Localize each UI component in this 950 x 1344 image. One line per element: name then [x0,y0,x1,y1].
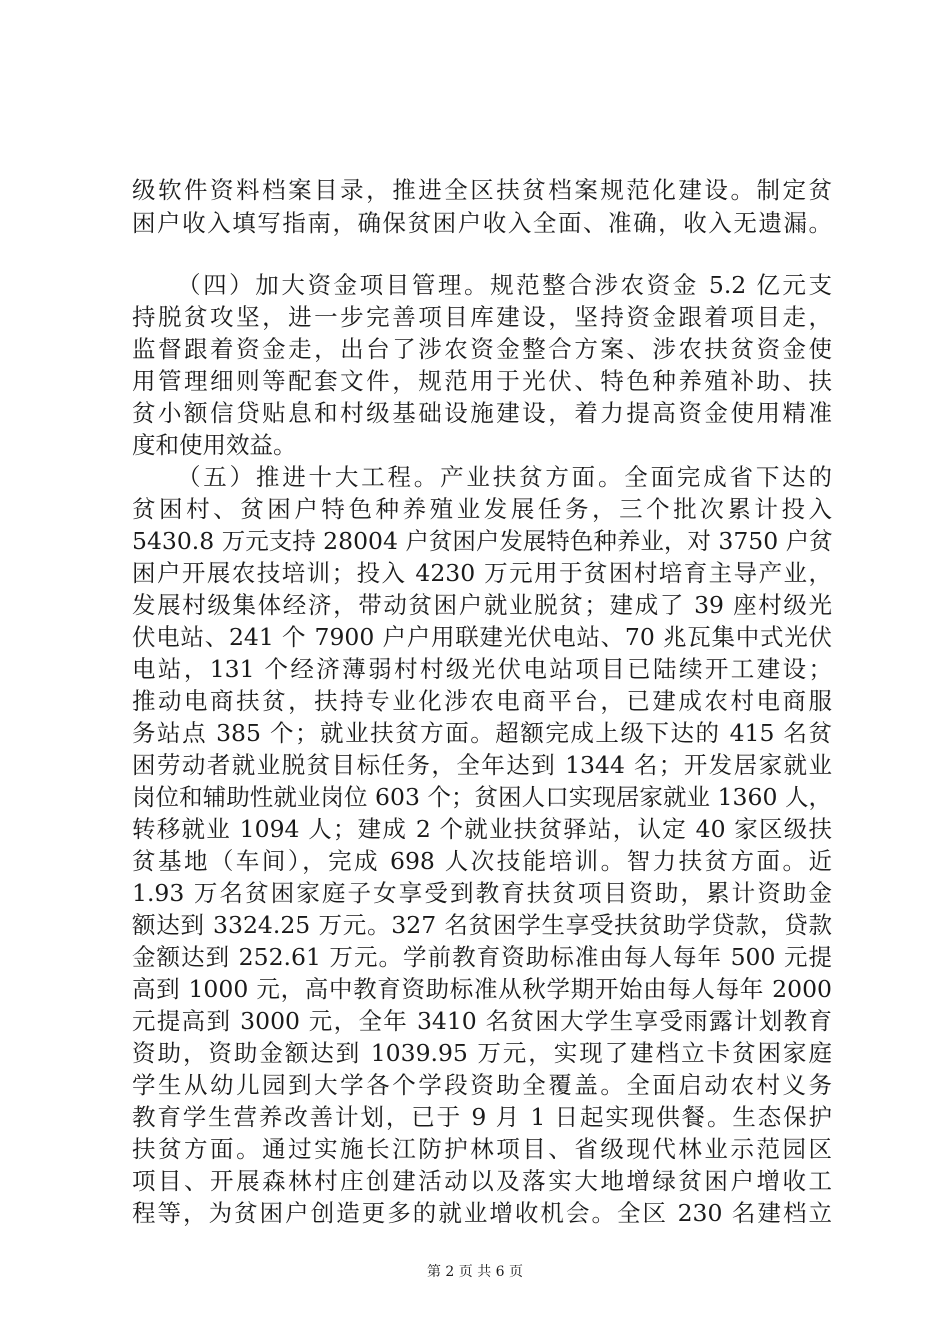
text-line: （四）加大资金项目管理。规范整合涉农资金 5.2 亿元支 [177,271,832,299]
page-footer: 第 2 页 共 6 页 [426,1264,524,1280]
text-line: 元提高到 3000 元，全年 3410 名贫困大学生享受雨露计划教育 [132,1007,832,1035]
text-line: 学生从幼儿园到大学各个学段资助全覆盖。全面启动农村义务 [132,1071,832,1099]
text-line: 度和使用效益。 [132,431,297,459]
text-line: 级软件资料档案目录，推进全区扶贫档案规范化建设。制定贫 [132,176,832,204]
text-line: 用管理细则等配套文件，规范用于光伏、特色种养殖补助、扶 [132,367,832,395]
text-line: 5430.8 万元支持 28004 户贫困户发展特色种养业，对 3750 户贫 [132,527,833,555]
text-line: 困户开展农技培训；投入 4230 万元用于贫困村培育主导产业， [132,559,832,587]
text-line: 推动电商扶贫，扶持专业化涉农电商平台，已建成农村电商服 [132,687,832,715]
text-line: 电站，131 个经济薄弱村村级光伏电站项目已陆续开工建设； [132,655,832,683]
text-line: 资助，资助金额达到 1039.95 万元，实现了建档立卡贫困家庭 [132,1039,832,1067]
text-line: 困劳动者就业脱贫目标任务，全年达到 1344 名；开发居家就业 [132,751,832,779]
text-line: 持脱贫攻坚，进一步完善项目库建设，坚持资金跟着项目走， [132,303,832,331]
text-line: 贫基地（车间），完成 698 人次技能培训。智力扶贫方面。近 [132,847,832,875]
text-line: 高到 1000 元，高中教育资助标准从秋学期开始由每人每年 2000 [132,975,832,1003]
text-line: 项目、开展森林村庄创建活动以及落实大地增绿贫困户增收工 [132,1167,832,1195]
text-line: 扶贫方面。通过实施长江防护林项目、省级现代林业示范园区 [132,1135,832,1163]
text-line: 程等，为贫困户创造更多的就业增收机会。全区 230 名建档立 [132,1199,832,1227]
text-line: 监督跟着资金走，出台了涉农资金整合方案、涉农扶贫资金使 [132,335,832,363]
text-line: 伏电站、241 个 7900 户户用联建光伏电站、70 兆瓦集中式光伏 [132,623,832,651]
text-line: 额达到 3324.25 万元。327 名贫困学生享受扶贫助学贷款，贷款 [132,911,832,939]
text-line: 岗位和辅助性就业岗位 603 个；贫困人口实现居家就业 1360 人， [132,783,832,811]
text-line: （五）推进十大工程。产业扶贫方面。全面完成省下达的 [177,463,832,491]
text-line: 转移就业 1094 人；建成 2 个就业扶贫驿站，认定 40 家区级扶 [132,815,832,843]
text-line: 贫困村、贫困户特色种养殖业发展任务，三个批次累计投入 [132,495,832,523]
text-line: 务站点 385 个；就业扶贫方面。超额完成上级下达的 415 名贫 [132,719,832,747]
text-line: 金额达到 252.61 万元。学前教育资助标准由每人每年 500 元提 [132,943,832,971]
text-line: 发展村级集体经济，带动贫困户就业脱贫；建成了 39 座村级光 [132,591,832,619]
text-line: 教育学生营养改善计划，已于 9 月 1 日起实现供餐。生态保护 [132,1103,832,1131]
text-line: 1.93 万名贫困家庭子女享受到教育扶贫项目资助，累计资助金 [132,879,832,907]
text-line: 困户收入填写指南，确保贫困户收入全面、准确，收入无遗漏。 [132,209,832,237]
text-line: 贫小额信贷贴息和村级基础设施建设，着力提高资金使用精准 [132,399,832,427]
